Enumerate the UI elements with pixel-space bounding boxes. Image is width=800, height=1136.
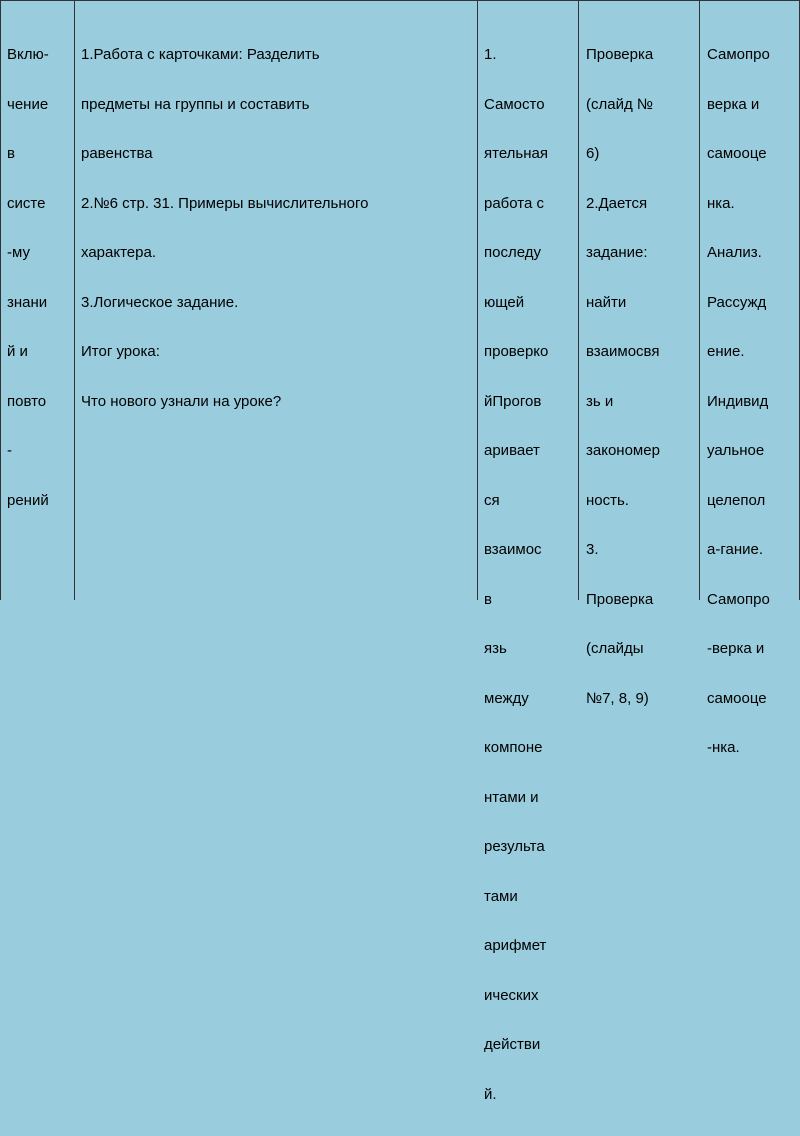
- table-cell-check: [586, 14, 660, 740]
- cell-line: -: [7, 442, 12, 459]
- cell-line: систе: [7, 194, 46, 212]
- cell-line: верка и: [707, 95, 760, 113]
- cell-line: аривает: [484, 442, 540, 459]
- cell-line: язь: [484, 640, 507, 657]
- cell-line: между: [484, 689, 529, 707]
- cell-line: нка.: [707, 194, 735, 212]
- cell-line: ся: [484, 491, 500, 509]
- column-divider-3: [578, 0, 579, 600]
- cell-line: чение: [7, 95, 49, 113]
- cell-line: Проверка: [586, 46, 654, 63]
- cell-line: (слайд №: [586, 95, 653, 113]
- cell-line: арифмет: [484, 937, 547, 954]
- cell-line: Вклю-: [7, 46, 49, 63]
- cell-line: Рассужд: [707, 293, 767, 311]
- cell-line: ятельная: [484, 145, 548, 162]
- cell-line: Индивид: [707, 392, 769, 410]
- cell-line: 3.Логическое задание.: [81, 293, 239, 311]
- cell-line: целепол: [707, 491, 766, 509]
- cell-line: Самопро: [707, 46, 770, 63]
- table-cell-content: [81, 14, 368, 443]
- cell-line: ность.: [586, 491, 629, 509]
- cell-line: в: [7, 145, 15, 162]
- cell-line: характера.: [81, 244, 156, 261]
- cell-line: тами: [484, 887, 518, 905]
- cell-line: последу: [484, 244, 541, 261]
- cell-line: (слайды: [586, 640, 644, 657]
- cell-line: ических: [484, 986, 539, 1004]
- column-divider-1: [74, 0, 75, 600]
- cell-line: 3.: [586, 541, 599, 558]
- cell-line: предметы на группы и составить: [81, 95, 310, 113]
- cell-line: знани: [7, 293, 48, 311]
- cell-line: действи: [484, 1036, 541, 1053]
- column-divider-2: [477, 0, 478, 600]
- cell-line: Итог урока:: [81, 343, 160, 360]
- cell-line: ющей: [484, 293, 525, 311]
- table-cell-stage: [7, 14, 49, 542]
- cell-line: Самопро: [707, 590, 770, 608]
- cell-line: й.: [484, 1085, 497, 1103]
- cell-line: уальное: [707, 442, 765, 459]
- cell-line: Что нового узнали на уроке?: [81, 392, 282, 410]
- table-left-border: [0, 0, 1, 600]
- table-cell-activity: [484, 14, 548, 1136]
- cell-line: самооце: [707, 145, 767, 162]
- cell-line: закономер: [586, 442, 660, 459]
- cell-line: 1.: [484, 46, 497, 63]
- cell-line: 2.Дается: [586, 194, 648, 212]
- cell-line: -верка и: [707, 640, 765, 657]
- cell-line: -му: [7, 244, 30, 261]
- cell-line: задание:: [586, 244, 648, 261]
- cell-line: найти: [586, 293, 627, 311]
- cell-line: в: [484, 590, 492, 608]
- cell-line: йПрогов: [484, 392, 542, 410]
- cell-line: равенства: [81, 145, 153, 162]
- cell-line: зь и: [586, 392, 614, 410]
- cell-line: проверко: [484, 343, 549, 360]
- cell-line: взаимос: [484, 541, 542, 558]
- table-top-border: [0, 0, 800, 1]
- cell-line: повто: [7, 392, 47, 410]
- cell-line: нтами и: [484, 788, 539, 806]
- cell-line: Проверка: [586, 590, 654, 608]
- cell-line: компоне: [484, 739, 543, 756]
- cell-line: й и: [7, 343, 28, 360]
- cell-line: 6): [586, 145, 600, 162]
- cell-line: результа: [484, 838, 545, 855]
- cell-line: 1.Работа с карточками: Разделить: [81, 46, 320, 63]
- cell-line: самооце: [707, 689, 767, 707]
- cell-line: Анализ.: [707, 244, 762, 261]
- cell-line: ение.: [707, 343, 745, 360]
- cell-line: работа с: [484, 194, 544, 212]
- cell-line: а-гание.: [707, 541, 763, 558]
- column-divider-4: [699, 0, 700, 600]
- cell-line: №7, 8, 9): [586, 689, 649, 707]
- cell-line: рений: [7, 491, 49, 509]
- cell-line: -нка.: [707, 739, 740, 756]
- cell-line: взаимосвя: [586, 343, 660, 360]
- cell-line: 2.№6 стр. 31. Примеры вычислительного: [81, 194, 369, 212]
- cell-line: Самосто: [484, 95, 545, 113]
- table-cell-assessment: [707, 14, 770, 790]
